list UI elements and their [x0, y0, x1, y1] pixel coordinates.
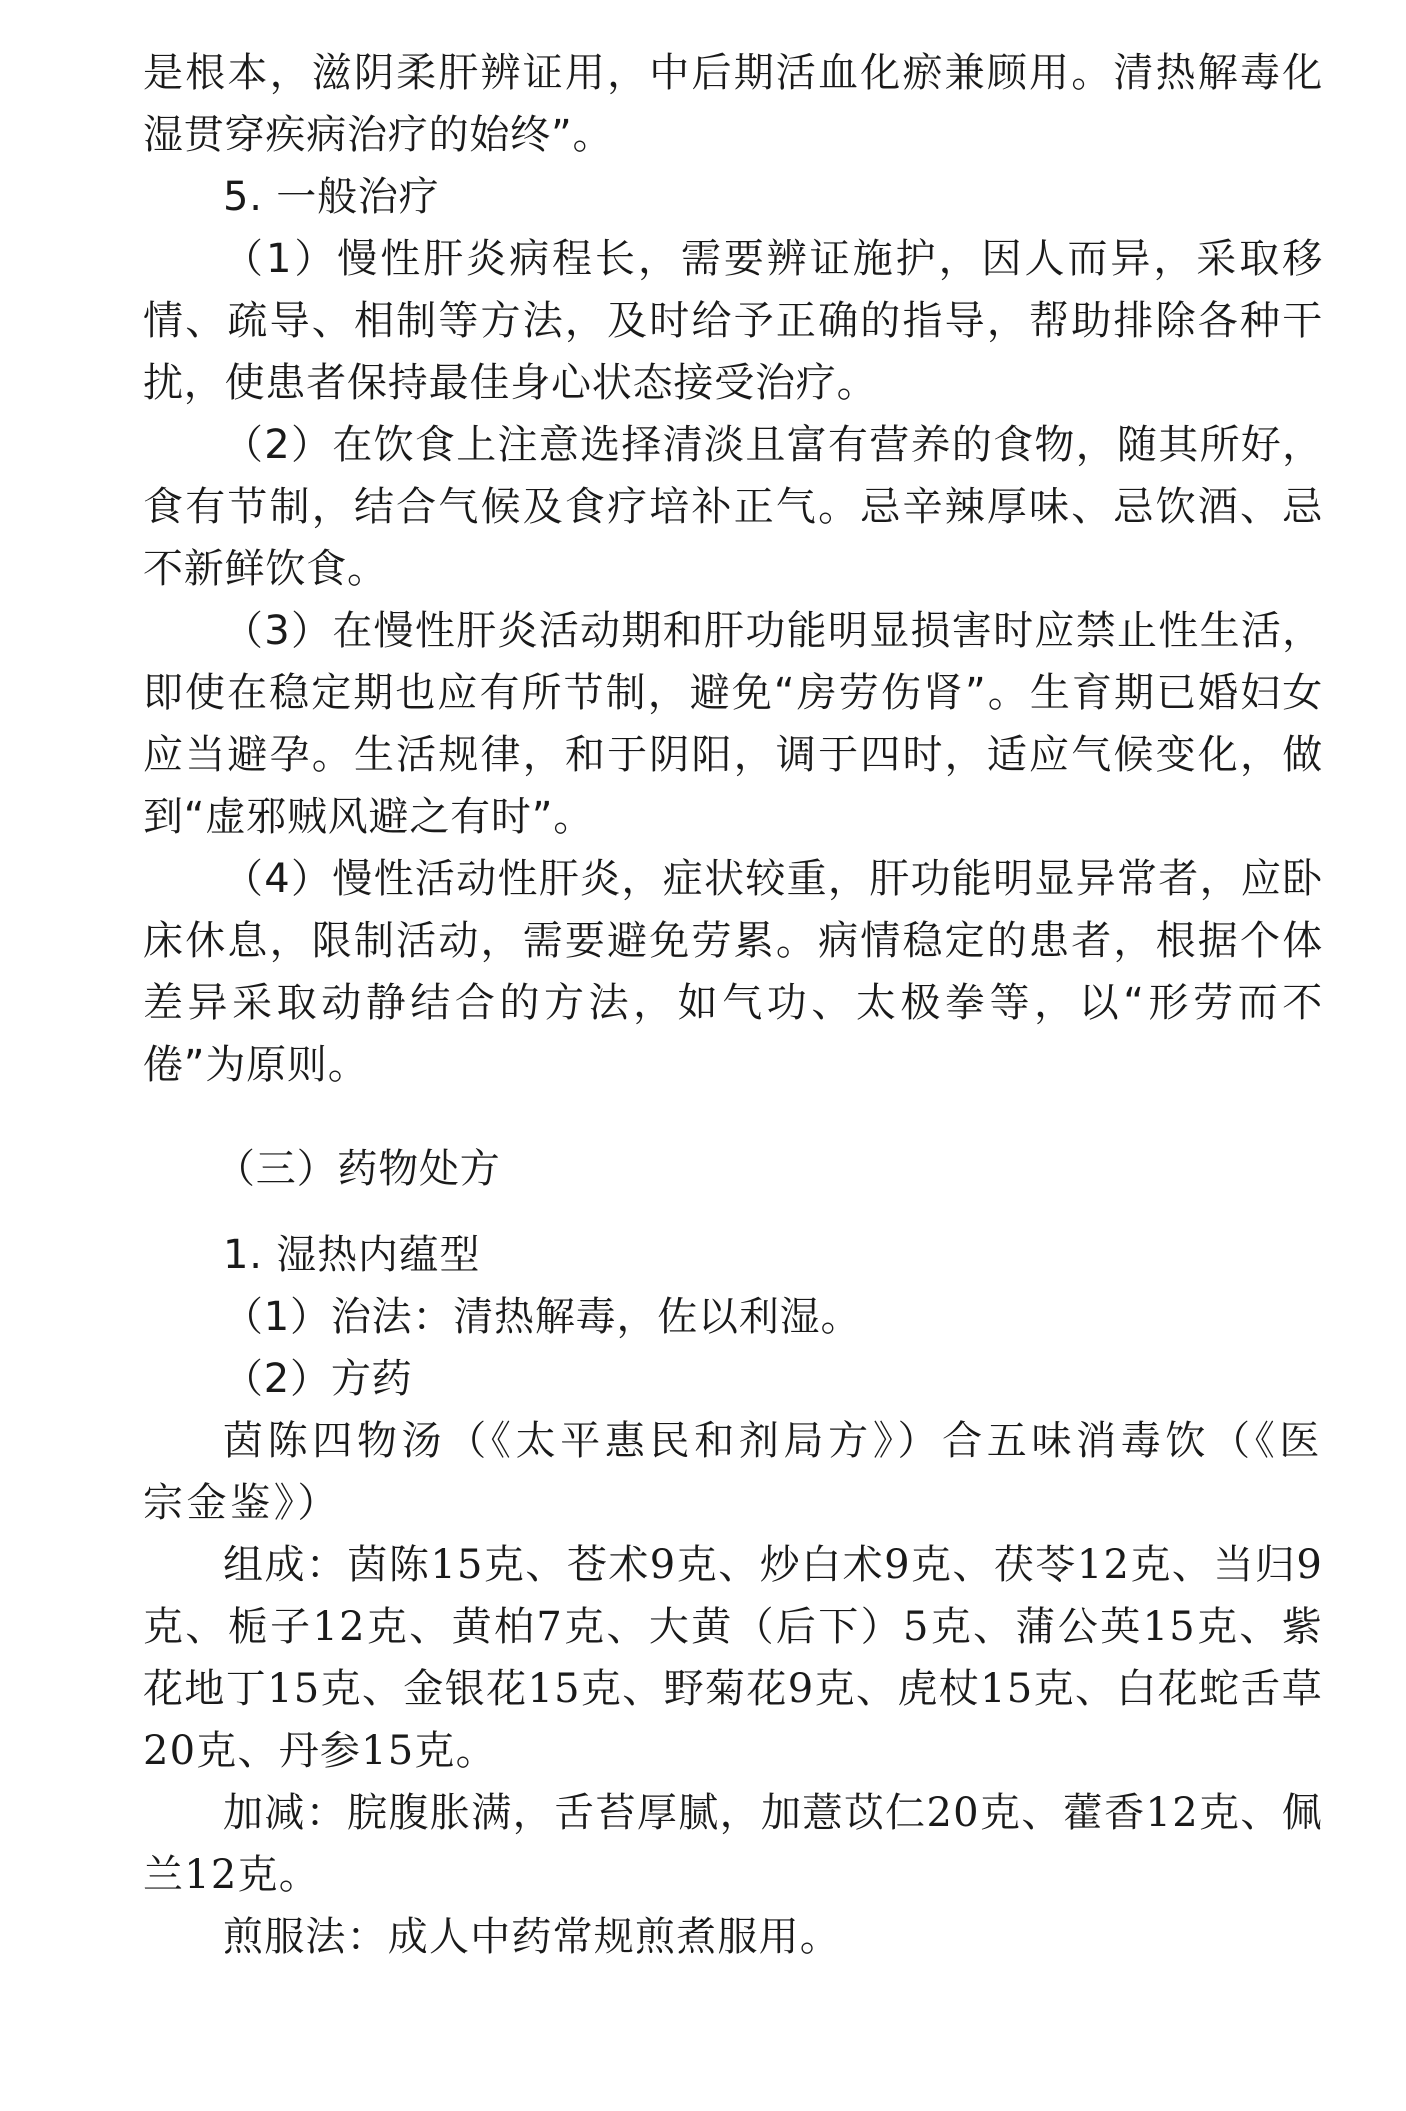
- text-column: [143, 42, 1323, 1968]
- paragraph-item-1: （1）慢性肝炎病程长，需要辨证施护，因人而异，采取移情、疏导、相制等方法，及时给予正确的指导，帮助排除各种干扰，使患者保持最佳身心状态接受治疗。: [143, 236, 1323, 406]
- decoction-paragraph: 煎服法：成人中药常规煎煮服用。: [223, 1914, 841, 1960]
- paragraph-item-4: （4）慢性活动性肝炎，症状较重，肝功能明显异常者，应卧床休息，限制活动，需要避免劳累。病情稳定的患者，根据个体差异采取动静结合的方法，如气功、太极拳等，以“形劳而不倦”为原则。: [143, 856, 1323, 1088]
- formula-line: 茵陈四物汤（《太平惠民和剂局方》）合五味消毒饮（《医宗金鉴》）: [143, 1418, 1323, 1526]
- paragraph-item-3: （3）在慢性肝炎活动期和肝功能明显损害时应禁止性生活，即使在稳定期也应有所节制，避免“房劳伤肾”。生育期已婚妇女应当避孕。生活规律，和于阴阳，调于四时，适应气候变化，做到“虚邪贼风避之有时”。: [143, 608, 1323, 840]
- modification-paragraph: 加减：脘腹胀满，舌苔厚腻，加薏苡仁20克、藿香12克、佩兰12克。: [143, 1790, 1323, 1898]
- continued-paragraph: 是根本，滋阴柔肝辨证用，中后期活血化瘀兼顾用。清热解毒化湿贯穿疾病治疗的始终”。: [143, 50, 1323, 158]
- heading-section-3: （三）药物处方: [215, 1146, 501, 1192]
- treatment-method: （1）治法：清热解毒，佐以利湿。: [223, 1294, 862, 1340]
- heading-general-treatment: 5. 一般治疗: [223, 174, 440, 220]
- composition-paragraph: 组成：茵陈15克、苍术9克、炒白术9克、茯苓12克、当归9克、栀子12克、黄柏7克、大黄（后下）5克、蒲公英15克、紫花地丁15克、金银花15克、野菊花9克、虎杖15克、白花蛇舌草20克、丹参15克。: [143, 1542, 1323, 1774]
- paragraph-item-2: （2）在饮食上注意选择清淡且富有营养的食物，随其所好，食有节制，结合气候及食疗培补正气。忌辛辣厚味、忌饮酒、忌不新鲜饮食。: [143, 422, 1323, 592]
- prescription-heading: （2）方药: [223, 1356, 413, 1402]
- heading-type-1: 1. 湿热内蕴型: [223, 1232, 481, 1278]
